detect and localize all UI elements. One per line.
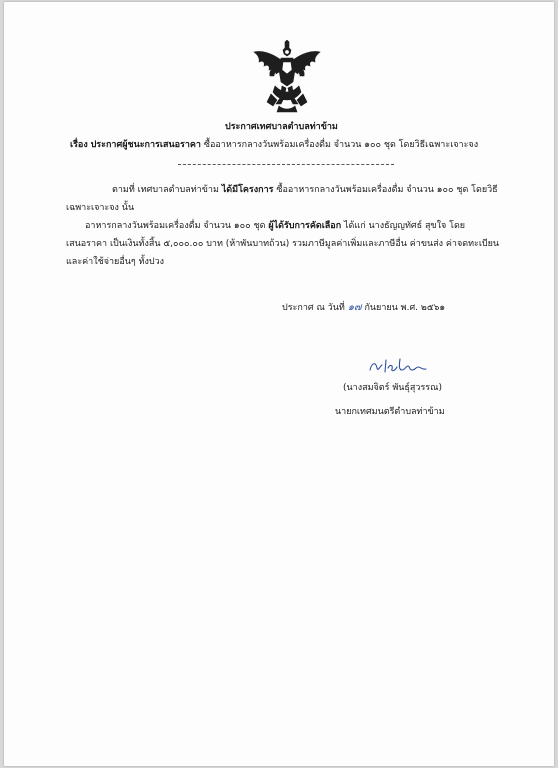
date-suffix: กันยายน พ.ศ. ๒๕๖๑ [364, 303, 446, 313]
signatory-position: นายกเทศมนตรีตำบลท่าข้าม [335, 407, 445, 417]
paragraph-2-line-3: และค่าใช้จ่ายอื่นๆ ทั้งปวง [66, 257, 165, 267]
subject-label: เรื่อง [70, 140, 88, 150]
paragraph-1-line-1 [112, 184, 498, 196]
paragraph-2-line-1 [85, 220, 465, 232]
signature-image [366, 356, 430, 378]
subject-heading: ประกาศผู้ชนะการเสนอราคา [90, 140, 201, 150]
p2-item: อาหารกลางวันพร้อมเครื่องดื่ม จำนวน ๑๐๐ ชุด [85, 221, 266, 231]
date-prefix: ประกาศ ณ วันที่ [282, 303, 345, 313]
paragraph-2-line-2: เสนอราคา เป็นเงินทั้งสิ้น ๕,๐๐๐.๐๐ บาท (ห้าพันบาทถ้วน) รวมภาษีมูลค่าเพิ่มและภาษีอื่น ค่าขนส่ง ค่าจดทะเบียน [66, 239, 500, 249]
p1-project-label: ได้มีโครงการ [221, 185, 274, 195]
announcement-date [282, 302, 445, 314]
p1-lead: ตามที่ เทศบาลตำบลท่าข้าม [112, 185, 219, 195]
p1-project-text: ซื้ออาหารกลางวันพร้อมเครื่องดื่ม จำนวน ๑๐๐ ชุด โดยวิธี [276, 185, 498, 195]
date-day-handwritten: ๑๗ [347, 302, 362, 313]
dashed-divider [178, 164, 394, 165]
subject-text: ซื้ออาหารกลางวันพร้อมเครื่องดื่ม จำนวน ๑๐๐ ชุด โดยวิธีเฉพาะเจาะจง [203, 140, 479, 150]
p2-winner: ได้แก่ นางธัญญทัศธ์ สุขใจ โดย [344, 221, 466, 231]
paragraph-1-line-2: เฉพาะเจาะจง นั้น [66, 203, 135, 213]
document-page [4, 2, 554, 766]
garuda-emblem-icon [251, 40, 323, 114]
announcement-title: ประกาศเทศบาลตำบลท่าข้าม [225, 122, 338, 132]
subject-line [70, 139, 478, 151]
signatory-name: (นางสมจิตร์ พันธุ์สุวรรณ) [343, 383, 443, 393]
p2-selected-label: ผู้ได้รับการคัดเลือก [268, 221, 342, 231]
